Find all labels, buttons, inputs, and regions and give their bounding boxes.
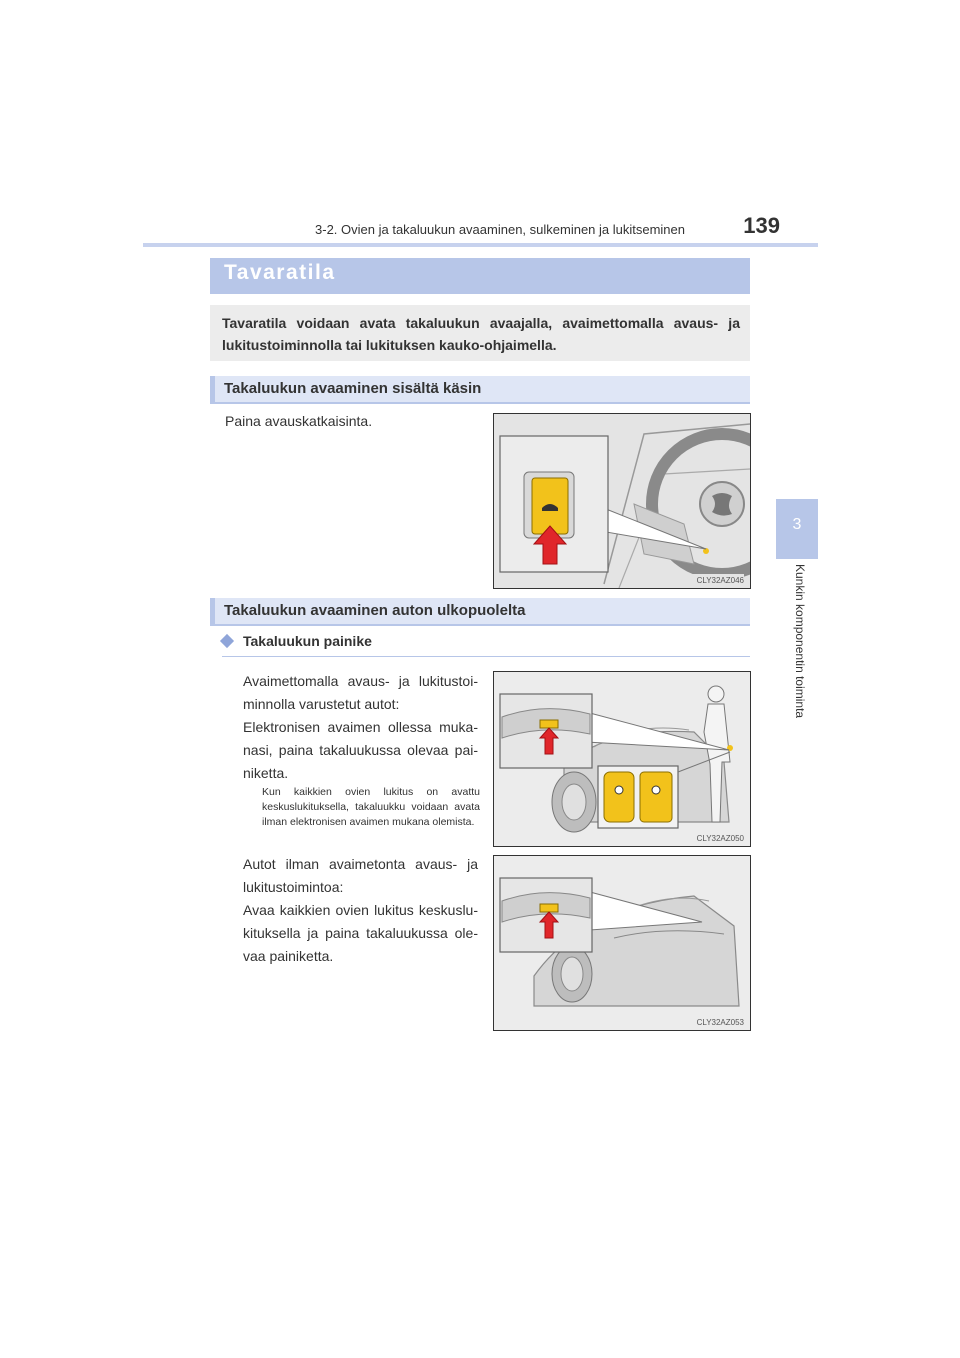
section-1-text: Paina avauskatkaisinta. [225, 413, 373, 429]
chapter-number: 3 [792, 516, 802, 533]
figure-interior-switch [493, 413, 751, 589]
diamond-bullet-icon [220, 634, 234, 648]
section-heading-inside: Takaluukun avaaminen sisältä käsin [224, 380, 482, 397]
section-heading-stripe-2 [210, 598, 215, 624]
page-number: 139 [743, 213, 780, 238]
subheading-trunk-button: Takaluukun painike [243, 633, 372, 649]
figure-1-code: CLY32AZ046 [696, 576, 744, 585]
running-header: 3-2. Ovien ja takaluukun avaaminen, sulkeminen ja lukitseminen [315, 222, 685, 237]
section-heading-stripe-1 [210, 376, 215, 402]
figure-trunk-button-keyless [493, 671, 751, 847]
figure-2-code: CLY32AZ050 [696, 834, 744, 843]
paragraph-keyless: Avaimettomalla avaus- ja lukitustoi- minnolla varustetut autot: Elektronisen avaimen ollessa muka- nasi, paina takaluukussa olevaa pai- niketta. [243, 673, 478, 781]
section-heading-outside: Takaluukun avaaminen auton ulkopuolelta [224, 602, 526, 619]
page-title: Tavaratila [224, 261, 336, 284]
header-rule [143, 243, 818, 247]
note-central-locking: Kun kaikkien ovien lukitus on avattu keskuslukituksella, takaluukku voidaan avata ilman elektronisen avaimen mukana olemista. [262, 786, 480, 828]
figure-3-code: CLY32AZ053 [696, 1018, 744, 1027]
figure-trunk-button-standard [493, 855, 751, 1031]
intro-text: Tavaratila voidaan avata takaluukun avaajalla, avaimettomalla avaus- ja lukitustoiminnolla tai lukituksen kauko-ohjaimella. [222, 315, 740, 353]
subheading-rule [222, 656, 750, 657]
paragraph-no-keyless: Autot ilman avaimetonta avaus- ja lukitustoimintoa: Avaa kaikkien ovien lukitus keskuslu- kituksella ja paina takaluukussa ole- vaa painiketta. [243, 856, 478, 964]
chapter-title: Kunkin komponentin toiminta [793, 564, 807, 719]
